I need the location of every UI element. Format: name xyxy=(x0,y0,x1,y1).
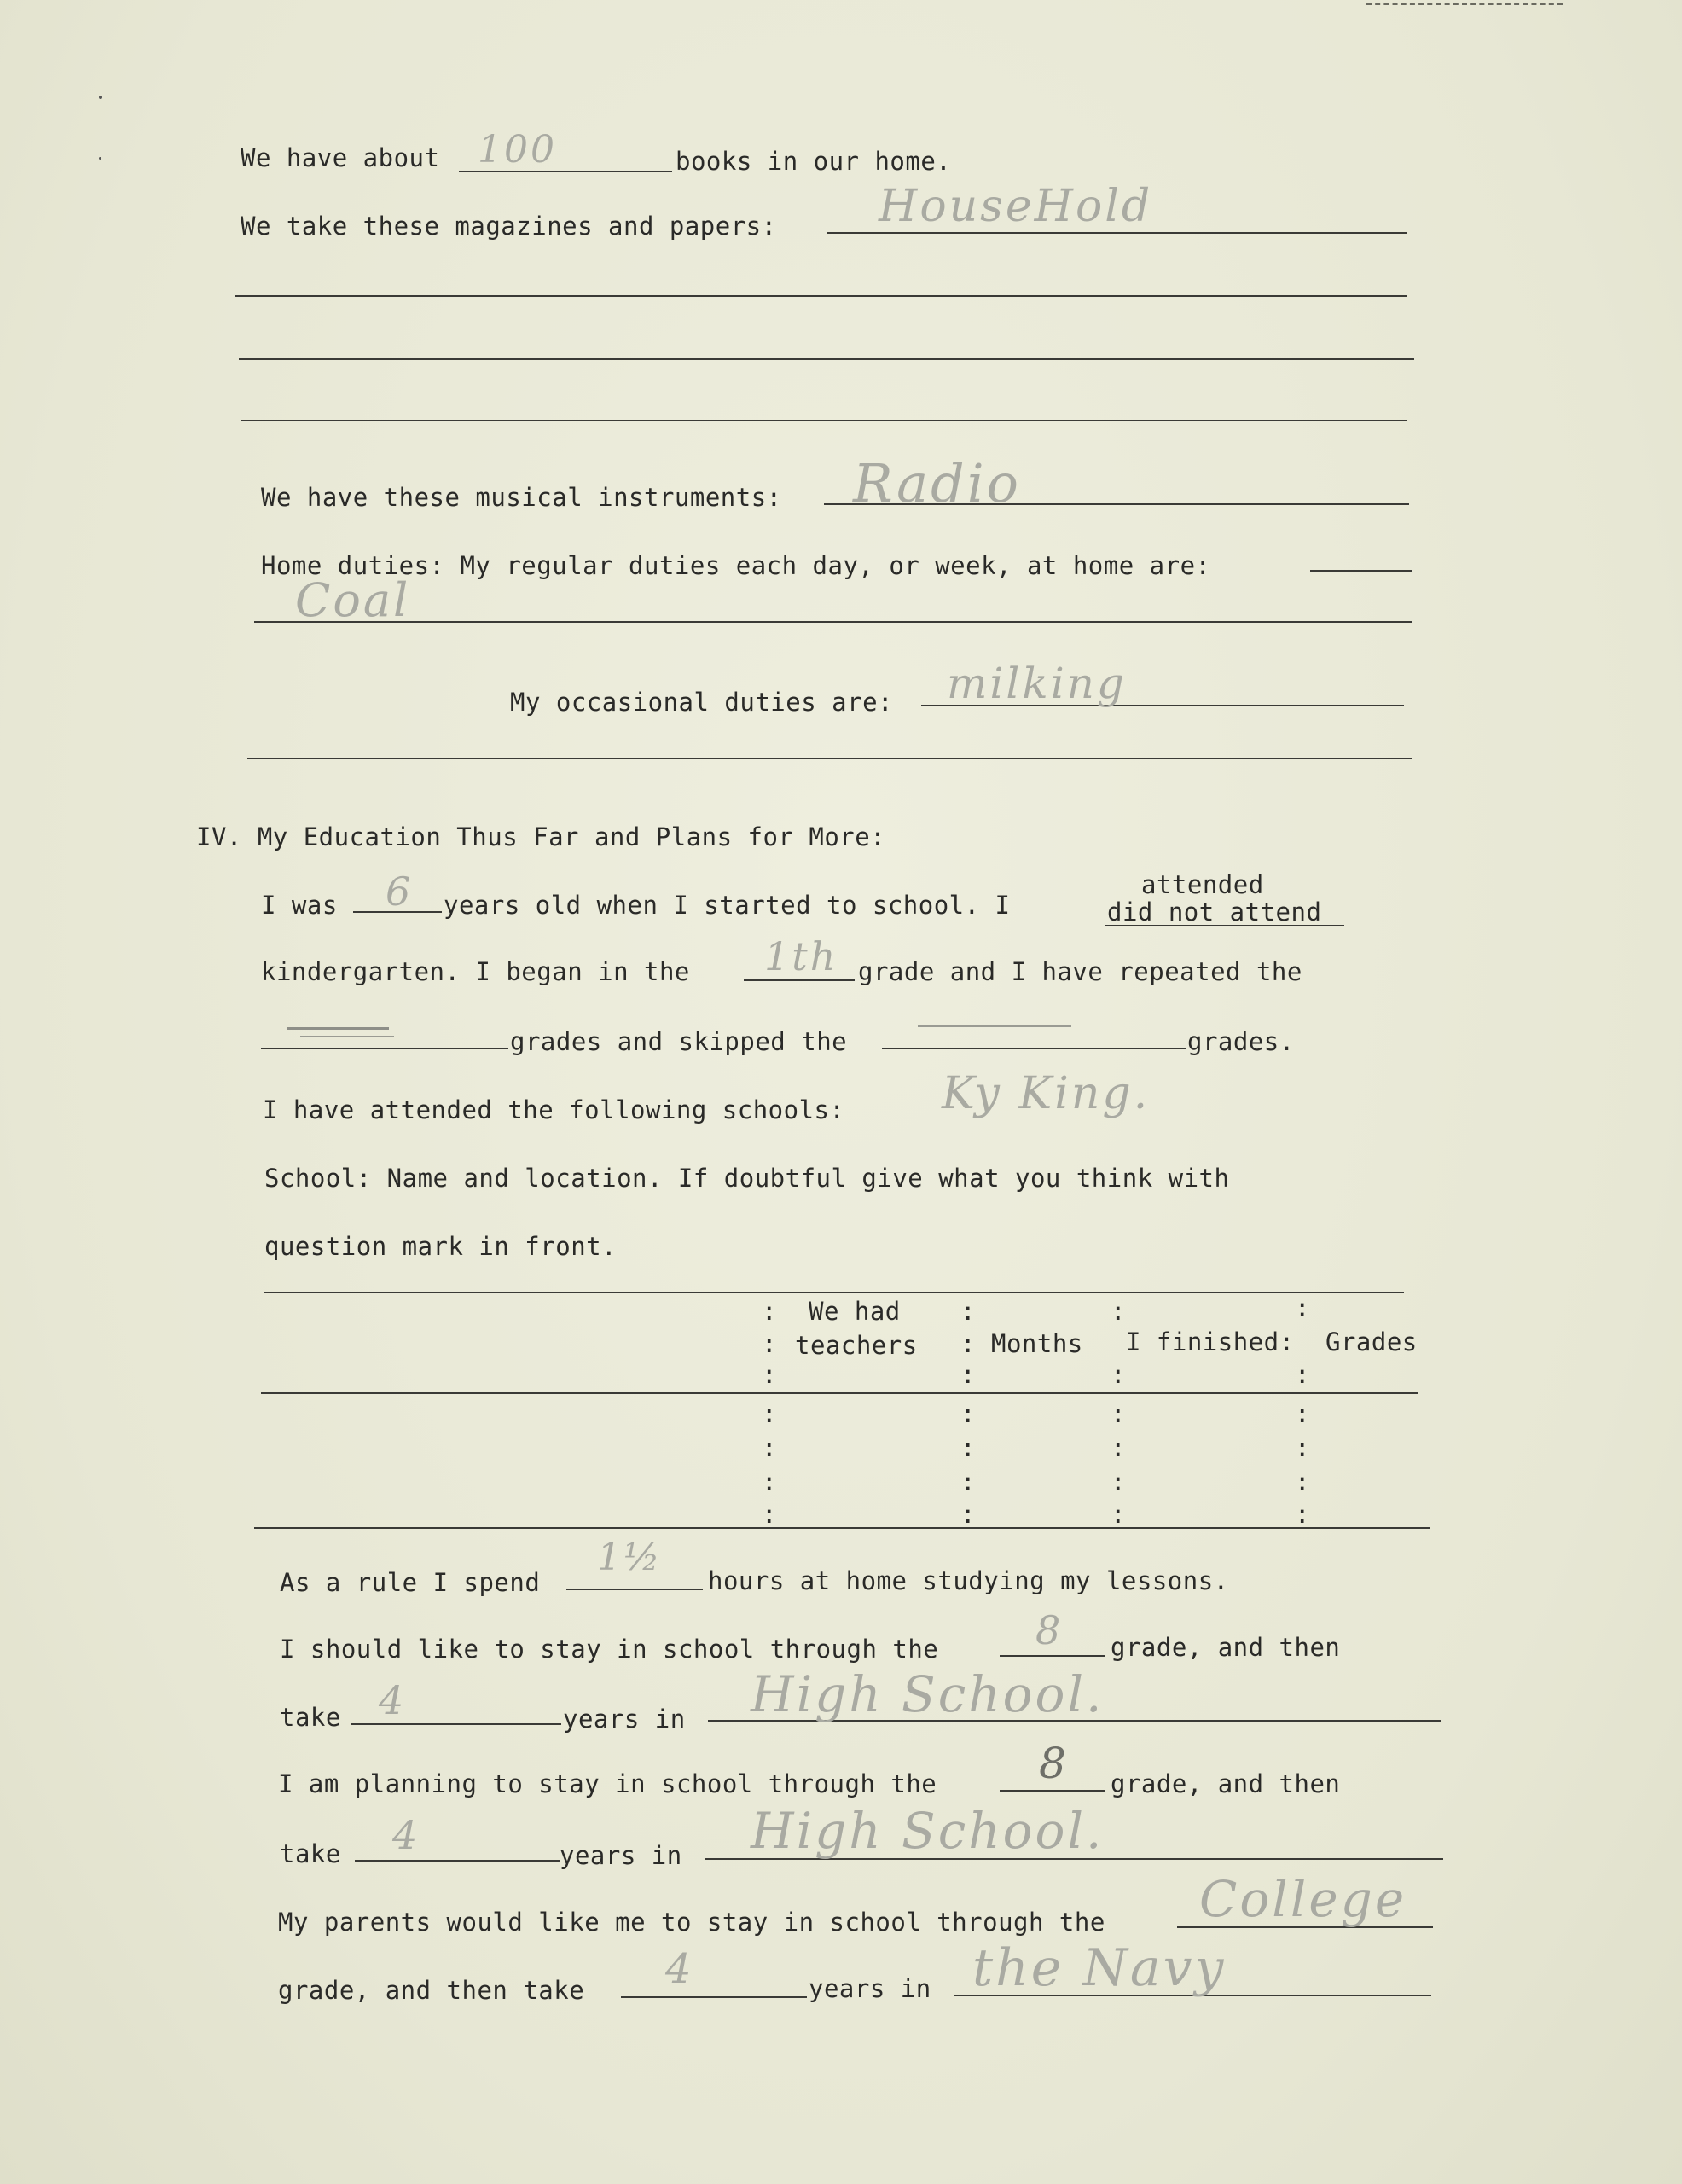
like-prefix: I should like to stay in school through the xyxy=(280,1635,939,1664)
magazines-line-3 xyxy=(239,358,1414,360)
attend-underline xyxy=(1105,925,1344,926)
like-take: take xyxy=(280,1703,341,1732)
form-page: We have about 100 books in our home. We take these magazines and papers: HouseHold We have these musical instruments: Radio Home duties: My regular duties each day, or week, at home are: Coal My occasional duties are: milking IV. My Education Thus Far and Plans for More: I was 6 years old when I started to school. I attended did not attend kindergarten. I began in the 1th grade and I have repeated the grades and skipped the grades. I have attended the following schools: Ky King. School: Name and location. If doubtful give what you think with question mark in front. We had teachers Months I finished: Grades : : : : : : : : : : : : : : : : : : : : : : : : : : As a rule I spend 1½ hours at home studying my lessons. I should like to stay in school through the 8 grade, and then take 4 years in High School. I am planning to stay in school through the 8 grade, and then take 4 years in High School. My parents would like me to stay in school through the College grade, and then take 4 years in the Navy xyxy=(0,0,1682,2184)
table-col-teachers-1: We had xyxy=(809,1297,901,1326)
plan-years-in: years in xyxy=(560,1841,682,1870)
plan-take: take xyxy=(280,1839,341,1868)
schools-answer[interactable]: Ky King. xyxy=(942,1068,1151,1119)
instruments-answer[interactable]: Radio xyxy=(853,452,1021,514)
like-suffix: grade, and then xyxy=(1111,1633,1341,1662)
table-col-finished: I finished: xyxy=(1126,1327,1295,1356)
study-prefix: As a rule I spend xyxy=(280,1568,541,1597)
plan-grade[interactable]: 8 xyxy=(1039,1739,1069,1788)
plan-suffix: grade, and then xyxy=(1111,1769,1341,1798)
parents-years-line xyxy=(621,1996,807,1998)
magazines-label: We take these magazines and papers: xyxy=(241,212,777,241)
repeated-dash-mark-2 xyxy=(300,1036,394,1037)
magazines-line-1 xyxy=(827,232,1407,234)
repeated-dash-mark[interactable] xyxy=(287,1027,389,1030)
duties-line-1 xyxy=(1310,570,1412,572)
skipped-dash-mark[interactable] xyxy=(918,1025,1071,1027)
plan-where[interactable]: High School. xyxy=(751,1802,1105,1860)
like-years-line xyxy=(351,1723,561,1725)
table-col-months: Months xyxy=(991,1329,1083,1358)
paper-speck xyxy=(99,96,102,99)
kg-prefix: kindergarten. I began in the xyxy=(261,957,690,986)
parents-prefix: My parents would like me to stay in school through the xyxy=(278,1908,1105,1937)
table-top-line xyxy=(264,1292,1404,1293)
plan-years-answer[interactable]: 4 xyxy=(392,1812,420,1858)
parents-where[interactable]: the Navy xyxy=(972,1938,1227,1998)
books-answer[interactable]: 100 xyxy=(478,128,557,171)
attended-option: attended xyxy=(1141,870,1264,899)
skipped-line xyxy=(882,1048,1186,1049)
books-suffix: books in our home. xyxy=(676,147,952,176)
table-header-line xyxy=(261,1392,1418,1394)
magazines-answer[interactable]: HouseHold xyxy=(879,181,1153,232)
skipped-suffix: grades. xyxy=(1187,1027,1295,1056)
study-suffix: hours at home studying my lessons. xyxy=(708,1566,1229,1595)
like-where[interactable]: High School. xyxy=(751,1665,1105,1723)
plan-grade-line xyxy=(1000,1790,1105,1792)
occasional-line-2 xyxy=(247,758,1412,759)
school-note-2: question mark in front. xyxy=(264,1232,618,1261)
paper-speck xyxy=(99,157,102,160)
occasional-answer[interactable]: milking xyxy=(947,659,1127,708)
like-years-in: years in xyxy=(563,1705,686,1734)
study-line xyxy=(566,1589,703,1590)
began-grade[interactable]: 1th xyxy=(764,933,838,979)
repeated-suffix: grades and skipped the xyxy=(510,1027,848,1056)
parents-years-answer[interactable]: 4 xyxy=(665,1945,694,1993)
kg-suffix: grade and I have repeated the xyxy=(858,957,1302,986)
parents-line2-prefix: grade, and then take xyxy=(278,1976,585,2005)
top-edge-mark xyxy=(1366,3,1563,5)
began-grade-line xyxy=(744,979,855,981)
books-prefix: We have about xyxy=(241,143,440,172)
duties-label: Home duties: My regular duties each day, or week, at home are: xyxy=(261,551,1211,580)
magazines-line-4 xyxy=(241,420,1407,421)
plan-prefix: I am planning to stay in school through the xyxy=(278,1769,937,1798)
schools-label: I have attended the following schools: xyxy=(263,1095,845,1124)
parents-years-in: years in xyxy=(809,1974,931,2003)
repeated-line xyxy=(261,1048,508,1049)
occasional-label: My occasional duties are: xyxy=(510,688,893,717)
table-col-grades: Grades xyxy=(1325,1327,1418,1356)
like-years-answer[interactable]: 4 xyxy=(379,1677,407,1723)
duties-regular-answer[interactable]: Coal xyxy=(295,573,411,627)
plan-years-line xyxy=(355,1860,560,1862)
duties-line-2 xyxy=(254,621,1412,623)
section4-heading: IV. My Education Thus Far and Plans for More: xyxy=(196,822,886,851)
school-note-1: School: Name and location. If doubtful give what you think with xyxy=(264,1164,1230,1193)
study-answer[interactable]: 1½ xyxy=(597,1536,663,1579)
started-suffix: years old when I started to school. I xyxy=(444,891,1011,920)
table-bottom-line xyxy=(254,1527,1430,1529)
magazines-line-2 xyxy=(235,295,1407,297)
like-grade[interactable]: 8 xyxy=(1035,1607,1064,1653)
started-age[interactable]: 6 xyxy=(386,868,414,915)
table-col-teachers-2: teachers xyxy=(795,1331,918,1360)
instruments-label: We have these musical instruments: xyxy=(261,483,782,512)
parents-grade[interactable]: College xyxy=(1199,1870,1407,1928)
started-prefix: I was xyxy=(261,891,338,920)
like-grade-line xyxy=(1000,1655,1105,1657)
did-not-attend-option: did not attend xyxy=(1107,897,1322,926)
